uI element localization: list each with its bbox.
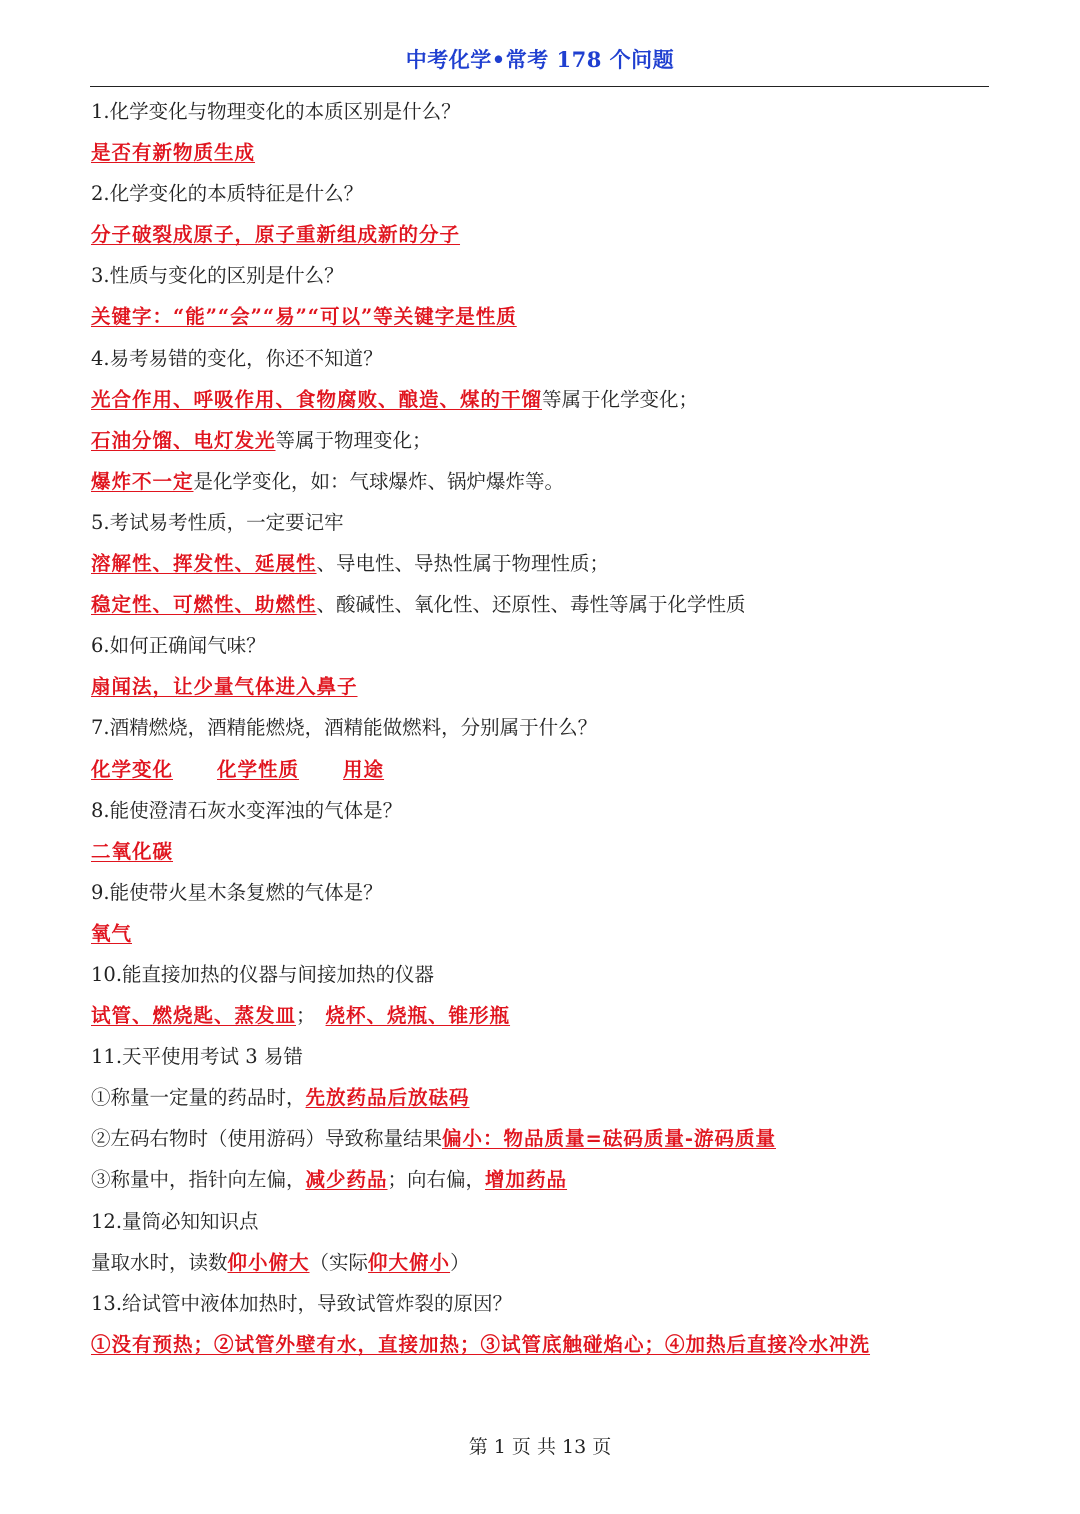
answer-12 xyxy=(91,1242,991,1283)
answer-text: （实际 xyxy=(309,1250,369,1274)
answer-13 xyxy=(91,1324,991,1365)
answer-4-line-3 xyxy=(91,461,991,502)
answer-highlight: 关键字：“能”“会”“易”“可以”等关键字是性质 xyxy=(91,305,517,329)
question-3: 3.性质与变化的区别是什么？ xyxy=(91,264,344,288)
answer-highlight: 稳定性、可燃性、助燃性 xyxy=(91,593,317,617)
qa-content xyxy=(91,91,991,1365)
answer-5-line-2 xyxy=(91,584,991,625)
question-8: 8.能使澄清石灰水变浑浊的气体是？ xyxy=(91,798,403,822)
answer-text: ③称量中，指针向左偏， xyxy=(91,1168,306,1192)
header-divider xyxy=(90,86,989,87)
question-6: 6.如何正确闻气味？ xyxy=(91,634,266,658)
answer-4-line-1 xyxy=(91,379,991,420)
answer-7 xyxy=(91,749,991,790)
answer-text: 等属于化学变化； xyxy=(542,387,699,411)
question-12: 12.量筒必知知识点 xyxy=(91,1209,259,1233)
answer-highlight: 仰小俯大 xyxy=(227,1250,310,1274)
page-header-title: 中考化学•常考 178 个问题 xyxy=(405,47,675,72)
separator: ； xyxy=(296,1004,316,1028)
answer-text: 是化学变化，如：气球爆炸、锅炉爆炸等。 xyxy=(193,469,565,493)
answer-highlight: 减少药品 xyxy=(305,1168,388,1192)
question-10: 10.能直接加热的仪器与间接加热的仪器 xyxy=(91,962,435,986)
answer-highlight: 光合作用、呼吸作用、食物腐败、酿造、煤的干馏 xyxy=(91,387,543,411)
answer-highlight: 先放药品后放砝码 xyxy=(305,1086,470,1110)
answer-text: ①称量一定量的药品时， xyxy=(91,1086,306,1110)
answer-highlight: 氧气 xyxy=(91,921,133,945)
answer-11-line-2 xyxy=(91,1118,991,1159)
answer-4-line-2 xyxy=(91,420,991,461)
answer-highlight: 爆炸不一定 xyxy=(91,469,194,493)
answer-highlight: 增加药品 xyxy=(485,1168,568,1192)
answer-highlight: 用途 xyxy=(343,757,385,781)
question-1: 1.化学变化与物理变化的本质区别是什么？ xyxy=(91,100,461,123)
answer-9 xyxy=(91,913,991,954)
answer-text: 等属于物理变化； xyxy=(275,428,432,452)
answer-5-line-1 xyxy=(91,543,991,584)
answer-highlight: ①没有预热；②试管外壁有水，直接加热；③试管底触碰焰心；④加热后直接冷水冲洗 xyxy=(91,1332,871,1356)
question-11: 11.天平使用考试 3 易错 xyxy=(91,1045,303,1069)
answer-highlight: 化学变化 xyxy=(91,757,174,781)
answer-highlight: 是否有新物质生成 xyxy=(91,141,256,165)
answer-highlight: 偏小 xyxy=(442,1127,484,1151)
answer-11-line-3 xyxy=(91,1159,991,1200)
answer-text: 、导电性、导热性属于物理性质； xyxy=(316,552,610,576)
answer-3 xyxy=(91,296,991,337)
answer-highlight: 二氧化碳 xyxy=(91,839,174,863)
answer-text: ） xyxy=(450,1250,470,1274)
answer-highlight: 物品质量=砝码质量-游码质量 xyxy=(503,1127,776,1151)
question-7: 7.酒精燃烧，酒精能燃烧，酒精能做燃料，分别属于什么？ xyxy=(91,716,598,740)
answer-2 xyxy=(91,214,991,255)
question-2: 2.化学变化的本质特征是什么？ xyxy=(91,182,364,206)
answer-8 xyxy=(91,831,991,872)
answer-highlight: 扇闻法，让少量气体进入鼻子 xyxy=(91,675,358,699)
answer-text: 、酸碱性、氧化性、还原性、毒性等属于化学性质 xyxy=(316,593,746,617)
question-9: 9.能使带火星木条复燃的气体是？ xyxy=(91,880,383,904)
answer-highlight: 烧杯、烧瓶、锥形瓶 xyxy=(325,1004,511,1028)
answer-text: 量取水时，读数 xyxy=(91,1250,228,1274)
answer-highlight: ： xyxy=(483,1127,504,1151)
answer-10 xyxy=(91,995,991,1036)
answer-highlight: 溶解性、挥发性、延展性 xyxy=(91,552,317,576)
answer-highlight: 石油分馏、电灯发光 xyxy=(91,428,276,452)
page-number: 第 1 页 共 13 页 xyxy=(468,1436,612,1458)
answer-text: ；向右偏， xyxy=(387,1168,486,1192)
answer-highlight: 分子破裂成原子，原子重新组成新的分子 xyxy=(91,223,461,247)
question-4: 4.易考易错的变化，你还不知道？ xyxy=(91,346,383,370)
question-13: 13.给试管中液体加热时，导致试管炸裂的原因？ xyxy=(91,1291,513,1315)
answer-1 xyxy=(91,132,991,173)
question-5: 5.考试易考性质，一定要记牢 xyxy=(91,510,344,534)
answer-6 xyxy=(91,666,991,707)
answer-highlight: 仰大俯小 xyxy=(368,1250,451,1274)
answer-highlight: 试管、燃烧匙、蒸发皿 xyxy=(91,1004,297,1028)
answer-11-line-1 xyxy=(91,1077,991,1118)
answer-highlight: 化学性质 xyxy=(217,757,300,781)
answer-text: ②左码右物时（使用游码）导致称量结果 xyxy=(91,1127,443,1151)
